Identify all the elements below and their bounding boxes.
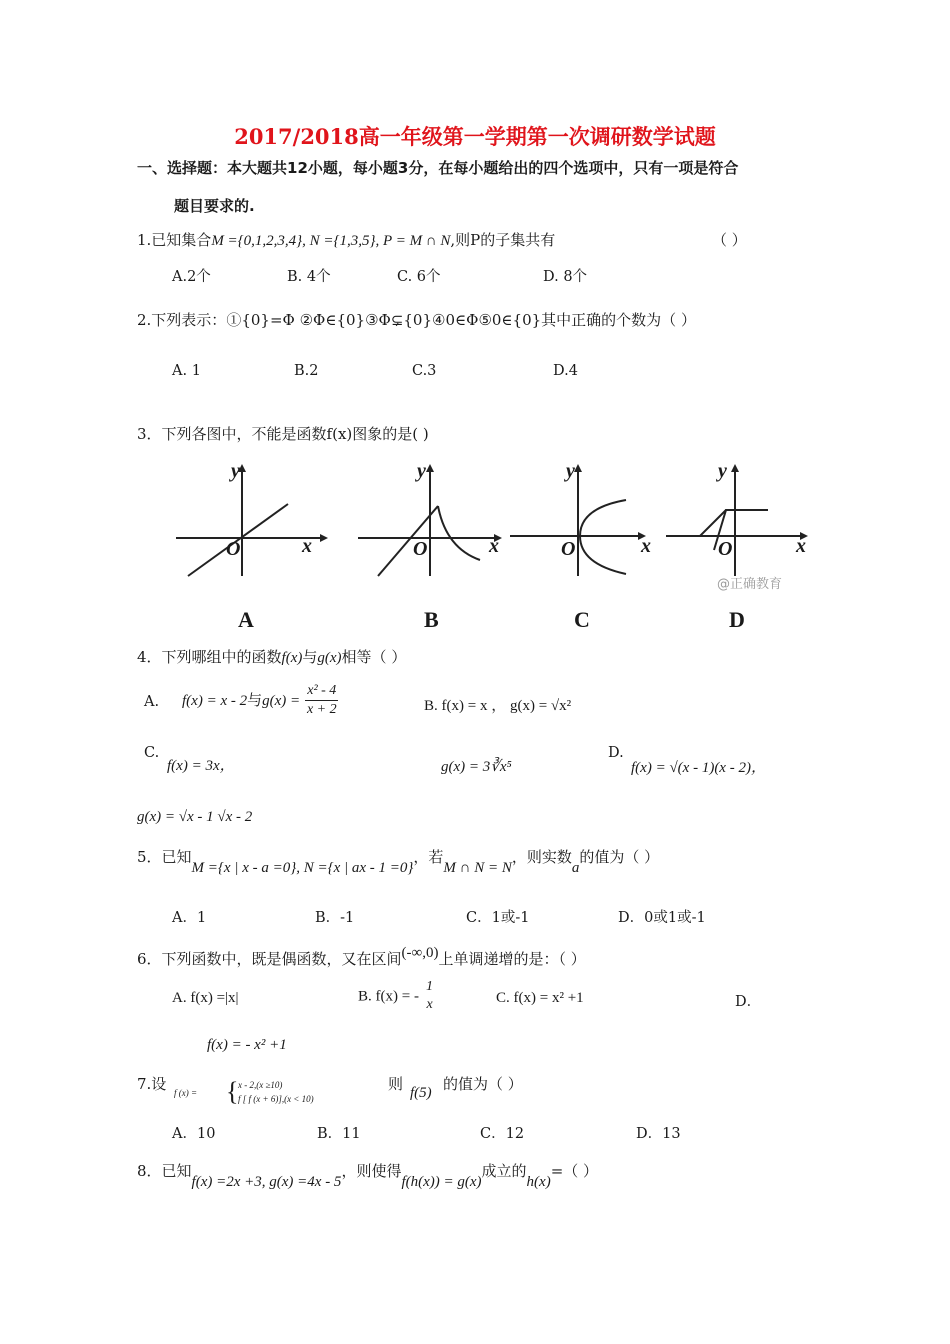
graph-b-label: B <box>424 607 439 632</box>
graph-c-x-label: x <box>641 535 651 557</box>
q4-option-d-g: g(x) = √x - 1 √x - 2 <box>137 809 253 825</box>
q1-prefix: 1.已知集合 <box>137 231 212 249</box>
q4-a-den: x + 2 <box>306 702 337 717</box>
q1-option-d: D. 8个 <box>543 269 588 285</box>
q4-option-d-label: D. <box>608 745 624 761</box>
q4-a-mid: 与 <box>247 691 263 709</box>
q4-option-d-f: f(x) = √(x - 1)(x - 2)， <box>631 760 766 776</box>
q4-f: f(x) <box>281 650 303 666</box>
q6-interval: (-∞,0) <box>401 945 439 961</box>
question-3: 3．下列各图中，不能是函数f(x)图象的是( ) <box>137 425 429 443</box>
q5-mid: ，若 <box>413 848 444 866</box>
question-1 <box>137 229 555 250</box>
q6-option-c: C. f(x) = x² +1 <box>496 990 584 1006</box>
q8-math2: f(h(x)) = g(x) <box>401 1174 482 1190</box>
q7-mid: 则 <box>388 1075 404 1093</box>
q4-option-b: B. f(x) = x ， g(x) = √x² <box>424 698 572 714</box>
graph-d-x-label: x <box>796 535 806 557</box>
q4-option-a-label: A. <box>144 694 160 710</box>
graph-d <box>664 458 824 578</box>
q8-suffix1: 成立的 <box>481 1162 527 1180</box>
q1-math: M ={0,1,2,3,4}, N ={1,3,5}, P = M ∩ N <box>211 233 451 249</box>
q5-suffix1: ，则实数 <box>511 848 572 866</box>
question-4 <box>137 646 406 667</box>
q2-option-b: B.2 <box>294 363 319 379</box>
q5-math: M ={x | x - a =0}, N ={x | ax - 1 =0} <box>191 860 414 876</box>
q8-prefix: 8．已知 <box>137 1162 192 1180</box>
q6-option-a: A. f(x) =|x| <box>172 990 239 1006</box>
q5-var: a <box>571 860 580 876</box>
graph-b-origin: O <box>413 538 428 560</box>
q2-item-4: ④0∈Φ <box>432 311 479 329</box>
q4-suffix: 相等（ ） <box>341 648 407 666</box>
q2-item-1: ①{0}=Φ <box>226 311 295 329</box>
q2-option-d: D.4 <box>553 363 578 379</box>
q1-option-c: C. 6个 <box>397 269 441 285</box>
question-2 <box>137 309 696 330</box>
q1-option-b: B. 4个 <box>287 269 331 285</box>
q2-item-2: ②Φ∈{0} <box>299 311 366 329</box>
q4-a-g: g(x) = <box>262 693 301 709</box>
page-title: 2017/2018高一年级第一学期第一次调研数学试题 <box>234 124 716 149</box>
q5-math2: M ∩ N = N <box>443 860 512 876</box>
q2-option-a: A. 1 <box>172 363 201 379</box>
q7-suffix: 的值为（ ） <box>443 1075 523 1093</box>
graph-c-label: C <box>574 607 590 632</box>
graph-d-y-label: y <box>718 460 727 482</box>
q6-b-den: x <box>426 997 433 1012</box>
q4-g: g(x) <box>317 650 342 666</box>
q2-prefix: 2.下列表示： <box>137 311 227 329</box>
q2-item-5: ⑤0∈{0} <box>478 311 542 329</box>
q7-f5: f(5) <box>410 1085 432 1101</box>
q6-suffix: 上单调递增的是：（ ） <box>438 950 586 968</box>
q7-option-a: A．10 <box>172 1126 216 1142</box>
q8-mid: ，则使得 <box>341 1162 402 1180</box>
q6-b-fraction <box>424 978 435 1014</box>
q4-a-fraction <box>305 682 338 719</box>
q7-option-b: B．11 <box>317 1126 361 1142</box>
q7-case-2: f [ f (x + 6)],(x < 10) <box>238 1094 314 1104</box>
q5-option-b: B．-1 <box>315 910 355 926</box>
watermark: @正确教育 <box>717 577 783 592</box>
graph-d-label: D <box>729 607 745 632</box>
graph-b-y-label: y <box>417 460 426 482</box>
graph-a-y-label: y <box>231 460 240 482</box>
graph-b-x-label: x <box>489 535 499 557</box>
q8-suffix2: =（ ） <box>550 1162 599 1180</box>
q4-option-c-label: C. <box>144 745 160 761</box>
q5-prefix: 5．已知 <box>137 848 192 866</box>
graph-a-label: A <box>238 607 254 632</box>
q5-suffix2: 的值为（ ） <box>579 848 660 866</box>
q7-fx: f (x) = <box>174 1088 198 1098</box>
q6-b-prefix: B. f(x) = - <box>358 988 419 1005</box>
q4-prefix: 4．下列哪组中的函数 <box>137 648 282 666</box>
q4-option-a <box>182 682 338 719</box>
graph-c-y-label: y <box>566 460 575 482</box>
graph-a <box>170 458 330 578</box>
q2-suffix: 其中正确的个数为（ ） <box>541 311 696 329</box>
q6-b-num: 1 <box>426 979 434 994</box>
q4-option-c-g: g(x) = 3∛x⁵ <box>441 759 512 775</box>
q7-brace: { <box>226 1077 239 1106</box>
q6-option-b <box>358 978 435 1014</box>
q8-math: f(x) =2x +3, g(x) =4x - 5 <box>191 1174 342 1190</box>
question-6 <box>137 945 586 969</box>
graph-c-origin: O <box>561 538 576 560</box>
question-8 <box>137 1160 599 1190</box>
q6-option-d-label: D． <box>735 994 762 1010</box>
graph-d-origin: O <box>718 538 733 560</box>
q7-option-d: D．13 <box>636 1126 681 1142</box>
graph-a-origin: O <box>226 538 241 560</box>
q5-option-a: A．1 <box>172 910 207 926</box>
q5-option-c: C．1或-1 <box>466 910 530 926</box>
graph-a-x-label: x <box>302 535 312 557</box>
q4-option-c-f: f(x) = 3x， <box>167 758 235 774</box>
q7-prefix: 7.设 <box>137 1075 167 1093</box>
graph-b <box>356 458 516 578</box>
q1-option-a: A.2个 <box>172 269 211 285</box>
q4-mid: 与 <box>302 648 318 666</box>
q7-case-1: x - 2,(x ≥10) <box>238 1080 283 1090</box>
section-heading-line1: 一、选择题：本大题共12小题，每小题3分，在每小题给出的四个选项中，只有一项是符合 <box>137 159 739 177</box>
graph-c <box>508 458 668 578</box>
q6-prefix: 6．下列函数中，既是偶函数，又在区间 <box>137 950 402 968</box>
q1-suffix: ,则P的子集共有 <box>450 231 556 249</box>
q6-option-d: f(x) = - x² +1 <box>207 1037 287 1053</box>
q4-a-num: x² - 4 <box>305 682 338 701</box>
q1-answer-bracket: （ ） <box>712 231 747 249</box>
q8-hx: h(x) <box>526 1174 551 1190</box>
section-heading-line2: 题目要求的. <box>174 197 255 215</box>
q2-option-c: C.3 <box>412 363 437 379</box>
q5-option-d: D．0或1或-1 <box>618 910 706 926</box>
q7-option-c: C．12 <box>480 1126 525 1142</box>
q2-item-3: ③Φ⊊{0} <box>365 311 433 329</box>
question-5 <box>137 846 660 876</box>
q4-a-f: f(x) = x - 2 <box>182 693 248 709</box>
